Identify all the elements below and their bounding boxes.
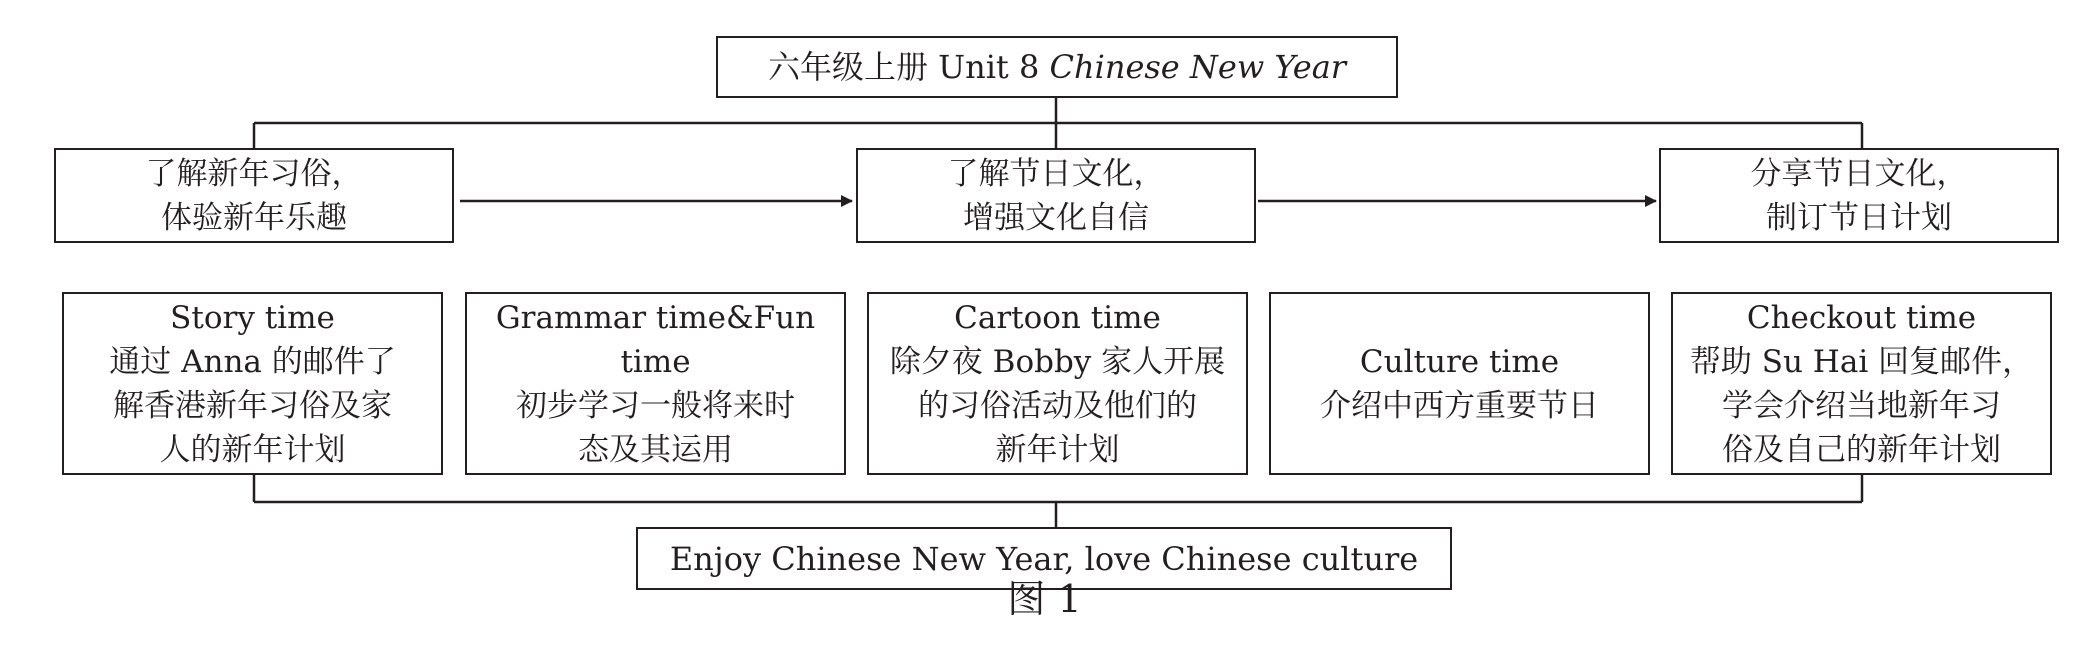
activity-1-line-4: 人的新年计划 xyxy=(159,431,346,468)
title-text: 六年级上册 Unit 8 Chinese New Year xyxy=(767,48,1347,86)
activity-box-culture-time xyxy=(1269,292,1650,475)
activity-5-line-3: 学会介绍当地新年习 xyxy=(1722,387,2001,424)
activity-5-line-2: 帮助 Su Hai 回复邮件， xyxy=(1689,343,2034,380)
activity-box-cartoon-time xyxy=(867,292,1248,475)
activity-3-line-1: Cartoon time xyxy=(954,299,1161,336)
activity-3-line-2: 除夕夜 Bobby 家人开展 xyxy=(889,343,1226,380)
title-box xyxy=(716,36,1398,98)
stage-2-line-2: 增强文化自信 xyxy=(963,199,1149,236)
activity-4-line-2: 介绍中西方重要节日 xyxy=(1320,387,1599,424)
activity-box-story-time xyxy=(62,292,443,475)
activity-5-line-1: Checkout time xyxy=(1746,299,1977,336)
activity-2-line-4: 态及其运用 xyxy=(578,431,733,468)
activity-3-line-4: 新年计划 xyxy=(995,431,1120,468)
stage-1-line-2: 体验新年乐趣 xyxy=(161,199,347,236)
activity-box-checkout-time xyxy=(1671,292,2052,475)
activity-1-line-1: Story time xyxy=(170,299,335,336)
stage-box-1 xyxy=(54,148,454,243)
stage-2-line-1: 了解节日文化， xyxy=(947,155,1165,192)
summary-text: Enjoy Chinese New Year, love Chinese culture xyxy=(669,539,1419,578)
stage-box-3 xyxy=(1659,148,2059,243)
activity-2-line-1: Grammar time&Fun xyxy=(495,299,816,336)
activity-5-line-4: 俗及自己的新年计划 xyxy=(1722,431,2001,468)
activity-2-line-3: 初步学习一般将来时 xyxy=(516,387,795,424)
stage-3-line-2: 制订节日计划 xyxy=(1766,199,1952,236)
stage-3-line-1: 分享节日文化， xyxy=(1750,155,1968,192)
stage-1-line-1: 了解新年习俗， xyxy=(145,155,363,192)
activity-3-line-3: 的习俗活动及他们的 xyxy=(918,387,1197,424)
stage-box-2 xyxy=(856,148,1256,243)
activity-1-line-3: 解香港新年习俗及家 xyxy=(113,387,392,424)
activity-2-line-2: time xyxy=(620,343,691,380)
activity-4-line-1: Culture time xyxy=(1359,343,1560,380)
activity-box-grammar-fun-time xyxy=(465,292,846,475)
activity-1-line-2: 通过 Anna 的邮件了 xyxy=(109,343,396,380)
figure-caption: 图 1 xyxy=(1007,577,1082,621)
